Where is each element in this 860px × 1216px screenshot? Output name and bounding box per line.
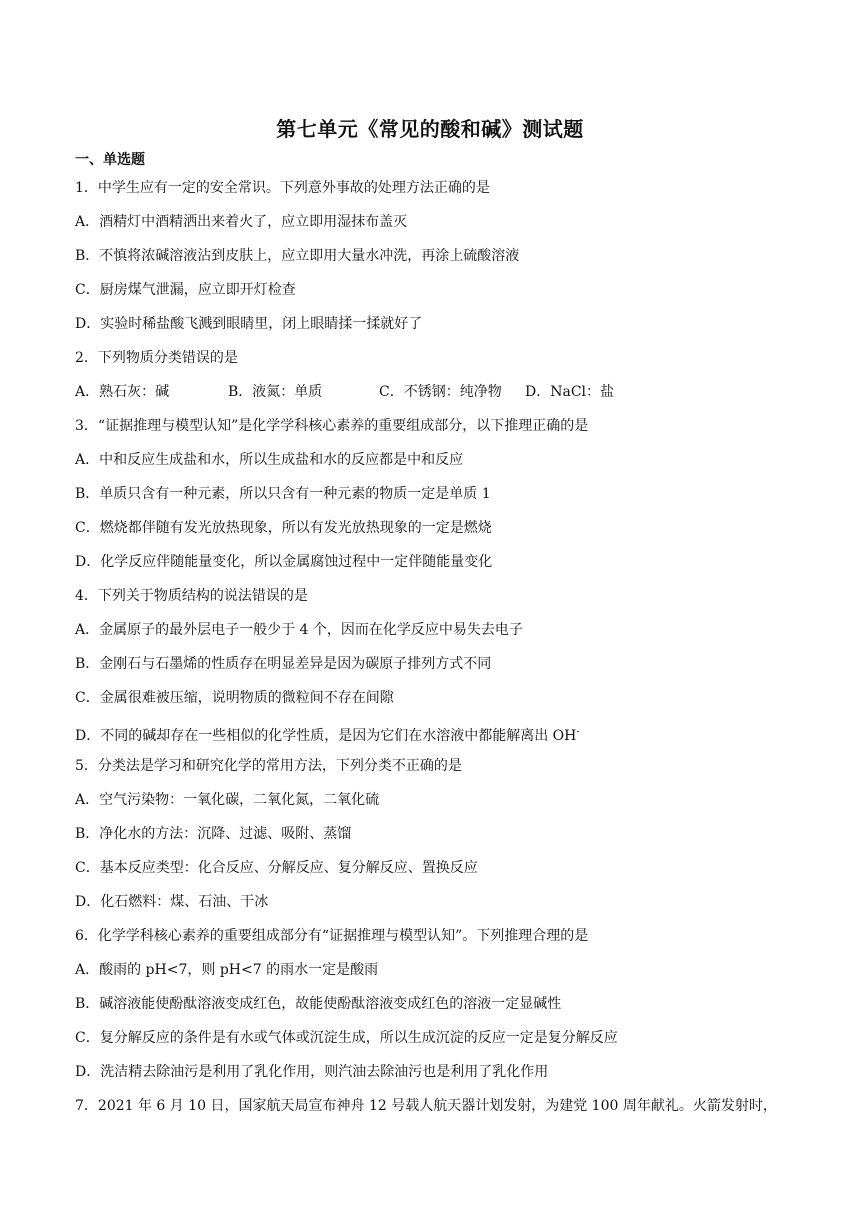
question-6: 6．化学学科核心素养的重要组成部分有“证据推理与模型认知”。下列推理合理的是 (75, 928, 589, 944)
question-4-option-a: A．金属原子的最外层电子一般少于 4 个，因而在化学反应中易失去电子 (75, 622, 523, 638)
question-2-option-a: A．熟石灰：碱 (75, 384, 170, 400)
question-5-option-b: B．净化水的方法：沉降、过滤、吸附、蒸馏 (75, 826, 352, 842)
question-5-option-a: A．空气污染物：一氧化碳，二氧化氮，二氧化硫 (75, 792, 380, 808)
question-2-options (75, 382, 795, 416)
question-list (75, 178, 795, 1130)
section-heading: 一、单选题 (75, 152, 145, 168)
question-3-option-a: A．中和反应生成盐和水，所以生成盐和水的反应都是中和反应 (75, 452, 464, 468)
question-2-option-c: C．不锈钢：纯净物 (379, 384, 502, 400)
question-3-option-c: C．燃烧都伴随有发光放热现象，所以有发光放热现象的一定是燃烧 (75, 520, 492, 536)
question-1-option-a: A．酒精灯中酒精洒出来着火了，应立即用湿抹布盖灭 (75, 214, 408, 230)
question-4: 4．下列关于物质结构的说法错误的是 (75, 588, 308, 604)
question-3-option-d: D．化学反应伴随能量变化，所以金属腐蚀过程中一定伴随能量变化 (75, 554, 493, 570)
question-7: 7．2021 年 6 月 10 日，国家航天局宣布神舟 12 号载人航天器计划发射，为建党 100 周年献礼。火箭发射时， (75, 1098, 777, 1114)
question-3-option-b: B．单质只含有一种元素，所以只含有一种元素的物质一定是单质 1 (75, 486, 491, 502)
question-4-option-d-text: D．不同的碱却存在一些相似的化学性质，是因为它们在水溶液中都能解离出 OH (75, 728, 577, 744)
question-2: 2．下列物质分类错误的是 (75, 350, 238, 366)
question-6-option-d: D．洗洁精去除油污是利用了乳化作用，则汽油去除油污也是利用了乳化作用 (75, 1064, 549, 1080)
question-6-option-a: A．酸雨的 pH<7，则 pH<7 的雨水一定是酸雨 (75, 962, 379, 978)
question-1-option-d: D．实验时稀盐酸飞溅到眼睛里，闭上眼睛揉一揉就好了 (75, 316, 423, 332)
question-1-option-b: B．不慎将浓碱溶液沾到皮肤上，应立即用大量水冲洗，再涂上硫酸溶液 (75, 248, 520, 264)
question-5: 5．分类法是学习和研究化学的常用方法，下列分类不正确的是 (75, 758, 462, 774)
superscript-charge: - (576, 727, 580, 737)
question-1-option-c: C．厨房煤气泄漏，应立即开灯检查 (75, 282, 296, 298)
question-6-option-c: C．复分解反应的条件是有水或气体或沉淀生成，所以生成沉淀的反应一定是复分解反应 (75, 1030, 618, 1046)
question-3: 3．“证据推理与模型认知”是化学学科核心素养的重要组成部分，以下推理正确的是 (75, 418, 589, 434)
question-4-option-d (75, 722, 795, 756)
question-4-option-c: C．金属很难被压缩，说明物质的微粒间不存在间隙 (75, 690, 394, 706)
page-title: 第七单元《常见的酸和碱》测试题 (276, 117, 584, 141)
question-6-option-b: B．碱溶液能使酚酞溶液变成红色，故能使酚酞溶液变成红色的溶液一定显碱性 (75, 996, 562, 1012)
question-2-option-b: B．液氮：单质 (228, 384, 323, 400)
question-4-option-b: B．金刚石与石墨烯的性质存在明显差异是因为碳原子排列方式不同 (75, 656, 492, 672)
question-1: 1．中学生应有一定的安全常识。下列意外事故的处理方法正确的是 (75, 180, 490, 196)
question-2-option-d: D．NaCl：盐 (525, 384, 615, 400)
question-5-option-d: D．化石燃料：煤、石油、干冰 (75, 894, 269, 910)
question-5-option-c: C．基本反应类型：化合反应、分解反应、复分解反应、置换反应 (75, 860, 478, 876)
